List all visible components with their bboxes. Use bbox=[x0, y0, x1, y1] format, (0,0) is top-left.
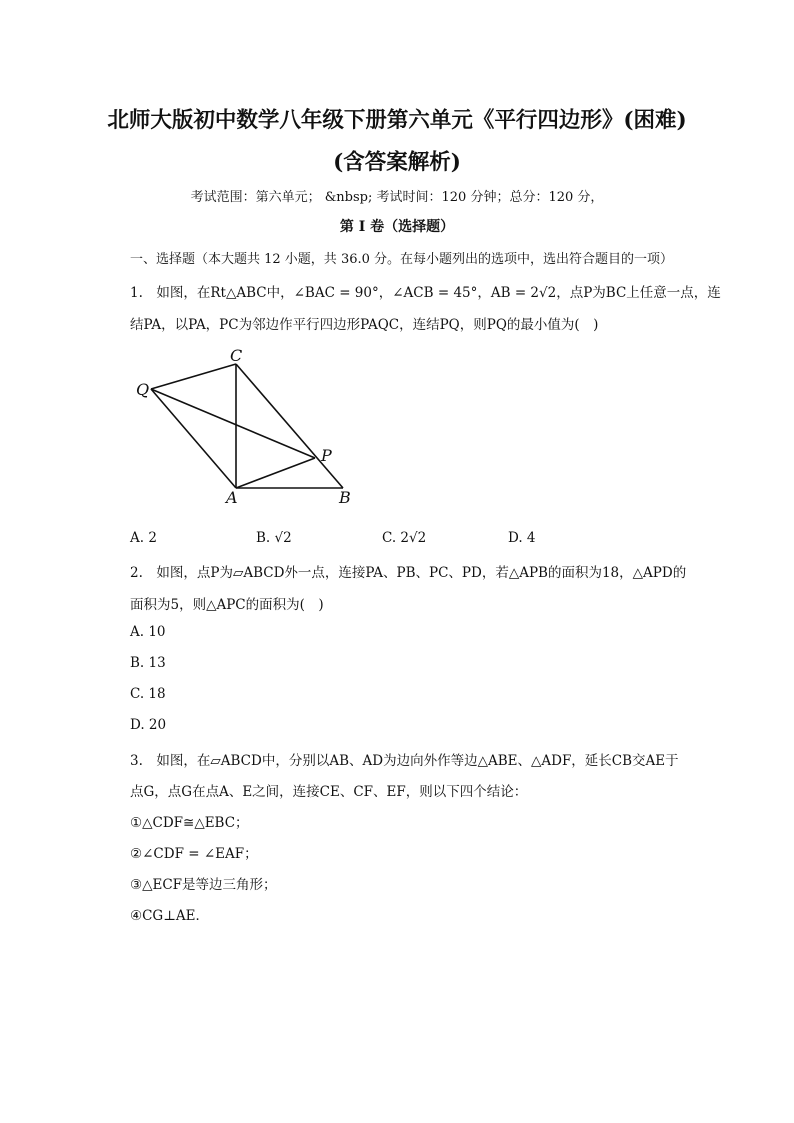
exam-info: 考试范围：第六单元； &nbsp; 考试时间：120 分钟；总分：120 分， bbox=[190, 190, 604, 205]
label-q: Q bbox=[136, 380, 150, 399]
label-b: B bbox=[339, 488, 351, 507]
q2-option-c: C. 18 bbox=[130, 686, 166, 702]
q1-option-c: C. 2√2 bbox=[382, 530, 427, 546]
q1-figure bbox=[130, 340, 370, 515]
q3-line-1: 3. 如图，在▱ABCD中，分别以AB、AD为边向外作等边△ABE、△ADF，延长CB交AE于 bbox=[130, 753, 679, 769]
q2-line-1: 2. 如图，点P为▱ABCD外一点，连接PA、PB、PC、PD，若△APB的面积为18，△APD的 bbox=[130, 565, 687, 581]
q3-conclusion-1: ①△CDF≅△EBC； bbox=[130, 815, 249, 831]
q2-option-d: D. 20 bbox=[130, 717, 167, 733]
q3-conclusion-3: ③△ECF是等边三角形； bbox=[130, 877, 277, 893]
segment-qa bbox=[151, 389, 236, 488]
volume-heading: 第 I 卷（选择题） bbox=[339, 219, 455, 235]
title-line-2: (含答案解析) bbox=[333, 150, 461, 175]
q1-option-a: A. 2 bbox=[130, 530, 157, 546]
q2-option-a: A. 10 bbox=[130, 624, 166, 640]
q2-line-2: 面积为5，则△APC的面积为( ) bbox=[130, 597, 324, 613]
q3-conclusion-2: ②∠CDF = ∠EAF； bbox=[130, 846, 258, 862]
segment-qp bbox=[151, 389, 315, 458]
label-a: A bbox=[226, 488, 238, 507]
q3-conclusion-4: ④CG⊥AE． bbox=[130, 908, 210, 924]
q1-line-2: 结PA，以PA，PC为邻边作平行四边形PAQC，连结PQ，则PQ的最小值为( ) bbox=[130, 317, 599, 333]
title-line-1: 北师大版初中数学八年级下册第六单元《平行四边形》(困难) bbox=[107, 108, 687, 133]
section-heading: 一、选择题（本大题共 12 小题，共 36.0 分。在每小题列出的选项中，选出符合题目的一项） bbox=[130, 252, 674, 267]
q1-option-b: B. √2 bbox=[256, 530, 292, 546]
q3-line-2: 点G，点G在点A、E之间，连接CE、CF、EF，则以下四个结论： bbox=[130, 784, 528, 800]
label-p: P bbox=[321, 446, 332, 465]
label-c: C bbox=[230, 346, 243, 365]
segment-qc bbox=[151, 364, 236, 389]
q1-option-d: D. 4 bbox=[508, 530, 536, 546]
q2-option-b: B. 13 bbox=[130, 655, 166, 671]
segment-cb bbox=[236, 364, 343, 488]
q1-line-1: 1. 如图，在Rt△ABC中，∠BAC = 90°，∠ACB = 45°，AB = 2√2，点P为BC上任意一点，连 bbox=[130, 285, 721, 301]
segment-ap bbox=[236, 458, 315, 488]
